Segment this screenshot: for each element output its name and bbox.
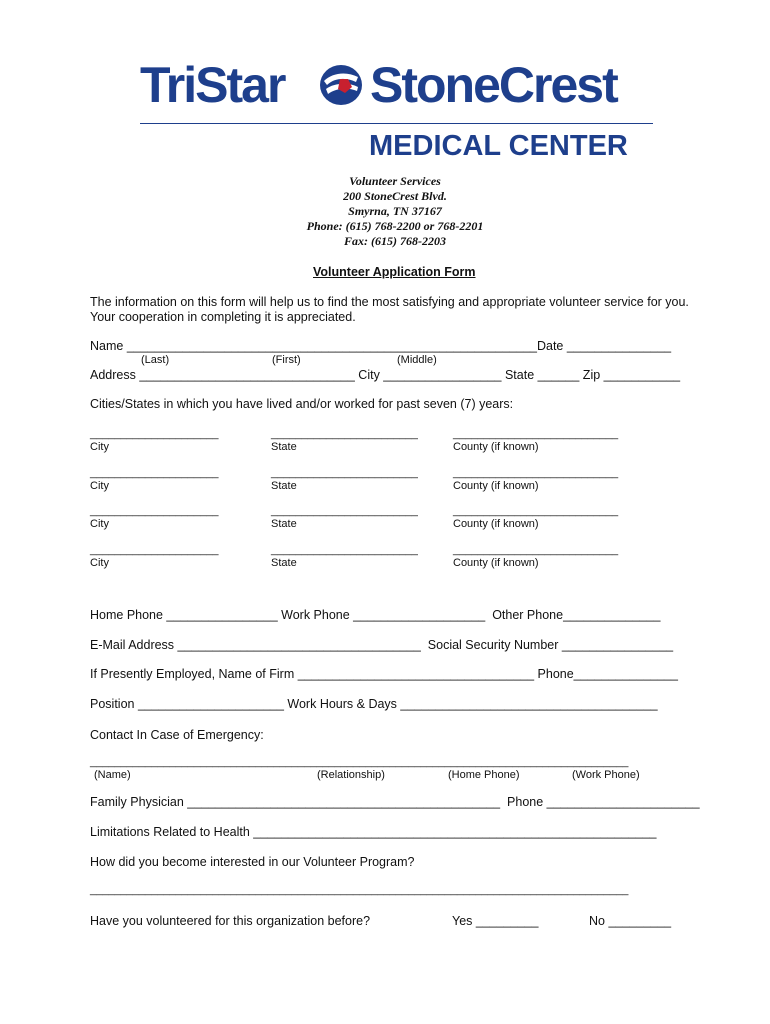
emergency-name-label: (Name) xyxy=(94,769,131,781)
city-field-3[interactable]: _____________________ xyxy=(90,505,219,517)
city-field-2[interactable]: _____________________ xyxy=(90,467,219,479)
county-field-2[interactable]: ___________________________ xyxy=(453,467,619,479)
county-label-1: County (if known) xyxy=(453,441,539,453)
county-field-4[interactable]: ___________________________ xyxy=(453,544,619,556)
intro-line-2: Your cooperation in completing it is appreciated. xyxy=(90,310,356,324)
no-option[interactable]: No _________ xyxy=(589,914,672,928)
interest-answer-field[interactable]: ________________________________________________________________________________________ xyxy=(90,884,629,896)
state-label-2: State xyxy=(271,480,297,492)
email-ssn-row[interactable]: E-Mail Address ___________________________________ Social Security Number ________________ xyxy=(90,638,674,652)
globe-icon xyxy=(318,63,364,107)
county-field-3[interactable]: ___________________________ xyxy=(453,505,619,517)
position-row[interactable]: Position _____________________ Work Hours & Days _____________________________________ xyxy=(90,697,658,711)
cities-prompt: Cities/States in which you have lived and/or worked for past seven (7) years: xyxy=(90,397,514,411)
county-field-1[interactable]: ___________________________ xyxy=(453,428,619,440)
phone-fields-row[interactable]: Home Phone ________________ Work Phone ___________________ Other Phone______________ xyxy=(90,608,661,622)
address-line-3: Smyrna, TN 37167 xyxy=(348,204,442,218)
limitations-row[interactable]: Limitations Related to Health __________________________________________________________ xyxy=(90,825,657,839)
county-label-3: County (if known) xyxy=(453,518,539,530)
last-name-label: (Last) xyxy=(141,354,170,366)
state-label-1: State xyxy=(271,441,297,453)
state-field-3[interactable]: ________________________ xyxy=(271,505,418,517)
emergency-contact-field[interactable]: ________________________________________________________________________________________ xyxy=(90,756,629,768)
state-field-1[interactable]: ________________________ xyxy=(271,428,418,440)
first-name-label: (First) xyxy=(272,354,301,366)
logo-stonecrest-text: StoneCrest xyxy=(370,57,617,113)
state-label-3: State xyxy=(271,518,297,530)
address-field[interactable]: Address _______________________________ City _________________ State ______ Zip ___________ xyxy=(90,368,681,382)
form-title: Volunteer Application Form xyxy=(313,265,476,279)
emergency-home-phone-label: (Home Phone) xyxy=(448,769,520,781)
emergency-label: Contact In Case of Emergency: xyxy=(90,728,264,742)
city-label-2: City xyxy=(90,480,109,492)
logo-tristar-text: TriStar xyxy=(140,57,285,113)
emergency-relationship-label: (Relationship) xyxy=(317,769,385,781)
county-label-4: County (if known) xyxy=(453,557,539,569)
address-line-4: Phone: (615) 768-2200 or 768-2201 xyxy=(306,219,484,233)
address-line-5: Fax: (615) 768-2203 xyxy=(344,234,446,248)
city-label-3: City xyxy=(90,518,109,530)
city-label-4: City xyxy=(90,557,109,569)
interest-question: How did you become interested in our Volunteer Program? xyxy=(90,855,415,869)
address-line-1: Volunteer Services xyxy=(349,174,441,188)
intro-line-1: The information on this form will help us to find the most satisfying and appropriate volunteer service for you. xyxy=(90,295,689,309)
employer-row[interactable]: If Presently Employed, Name of Firm __________________________________ Phone_______________ xyxy=(90,667,678,681)
logo-divider xyxy=(140,123,653,124)
state-field-4[interactable]: ________________________ xyxy=(271,544,418,556)
yes-option[interactable]: Yes _________ xyxy=(452,914,539,928)
state-label-4: State xyxy=(271,557,297,569)
city-field-4[interactable]: _____________________ xyxy=(90,544,219,556)
state-field-2[interactable]: ________________________ xyxy=(271,467,418,479)
city-field-1[interactable]: _____________________ xyxy=(90,428,219,440)
emergency-work-phone-label: (Work Phone) xyxy=(572,769,640,781)
volunteered-question: Have you volunteered for this organization before? xyxy=(90,914,371,928)
name-field[interactable]: Name ___________________________________________________________Date _______________ xyxy=(90,339,672,353)
logo-subtitle: MEDICAL CENTER xyxy=(369,130,628,162)
county-label-2: County (if known) xyxy=(453,480,539,492)
physician-row[interactable]: Family Physician _____________________________________________ Phone ______________________ xyxy=(90,795,700,809)
address-line-2: 200 StoneCrest Blvd. xyxy=(343,189,447,203)
middle-name-label: (Middle) xyxy=(397,354,437,366)
city-label-1: City xyxy=(90,441,109,453)
